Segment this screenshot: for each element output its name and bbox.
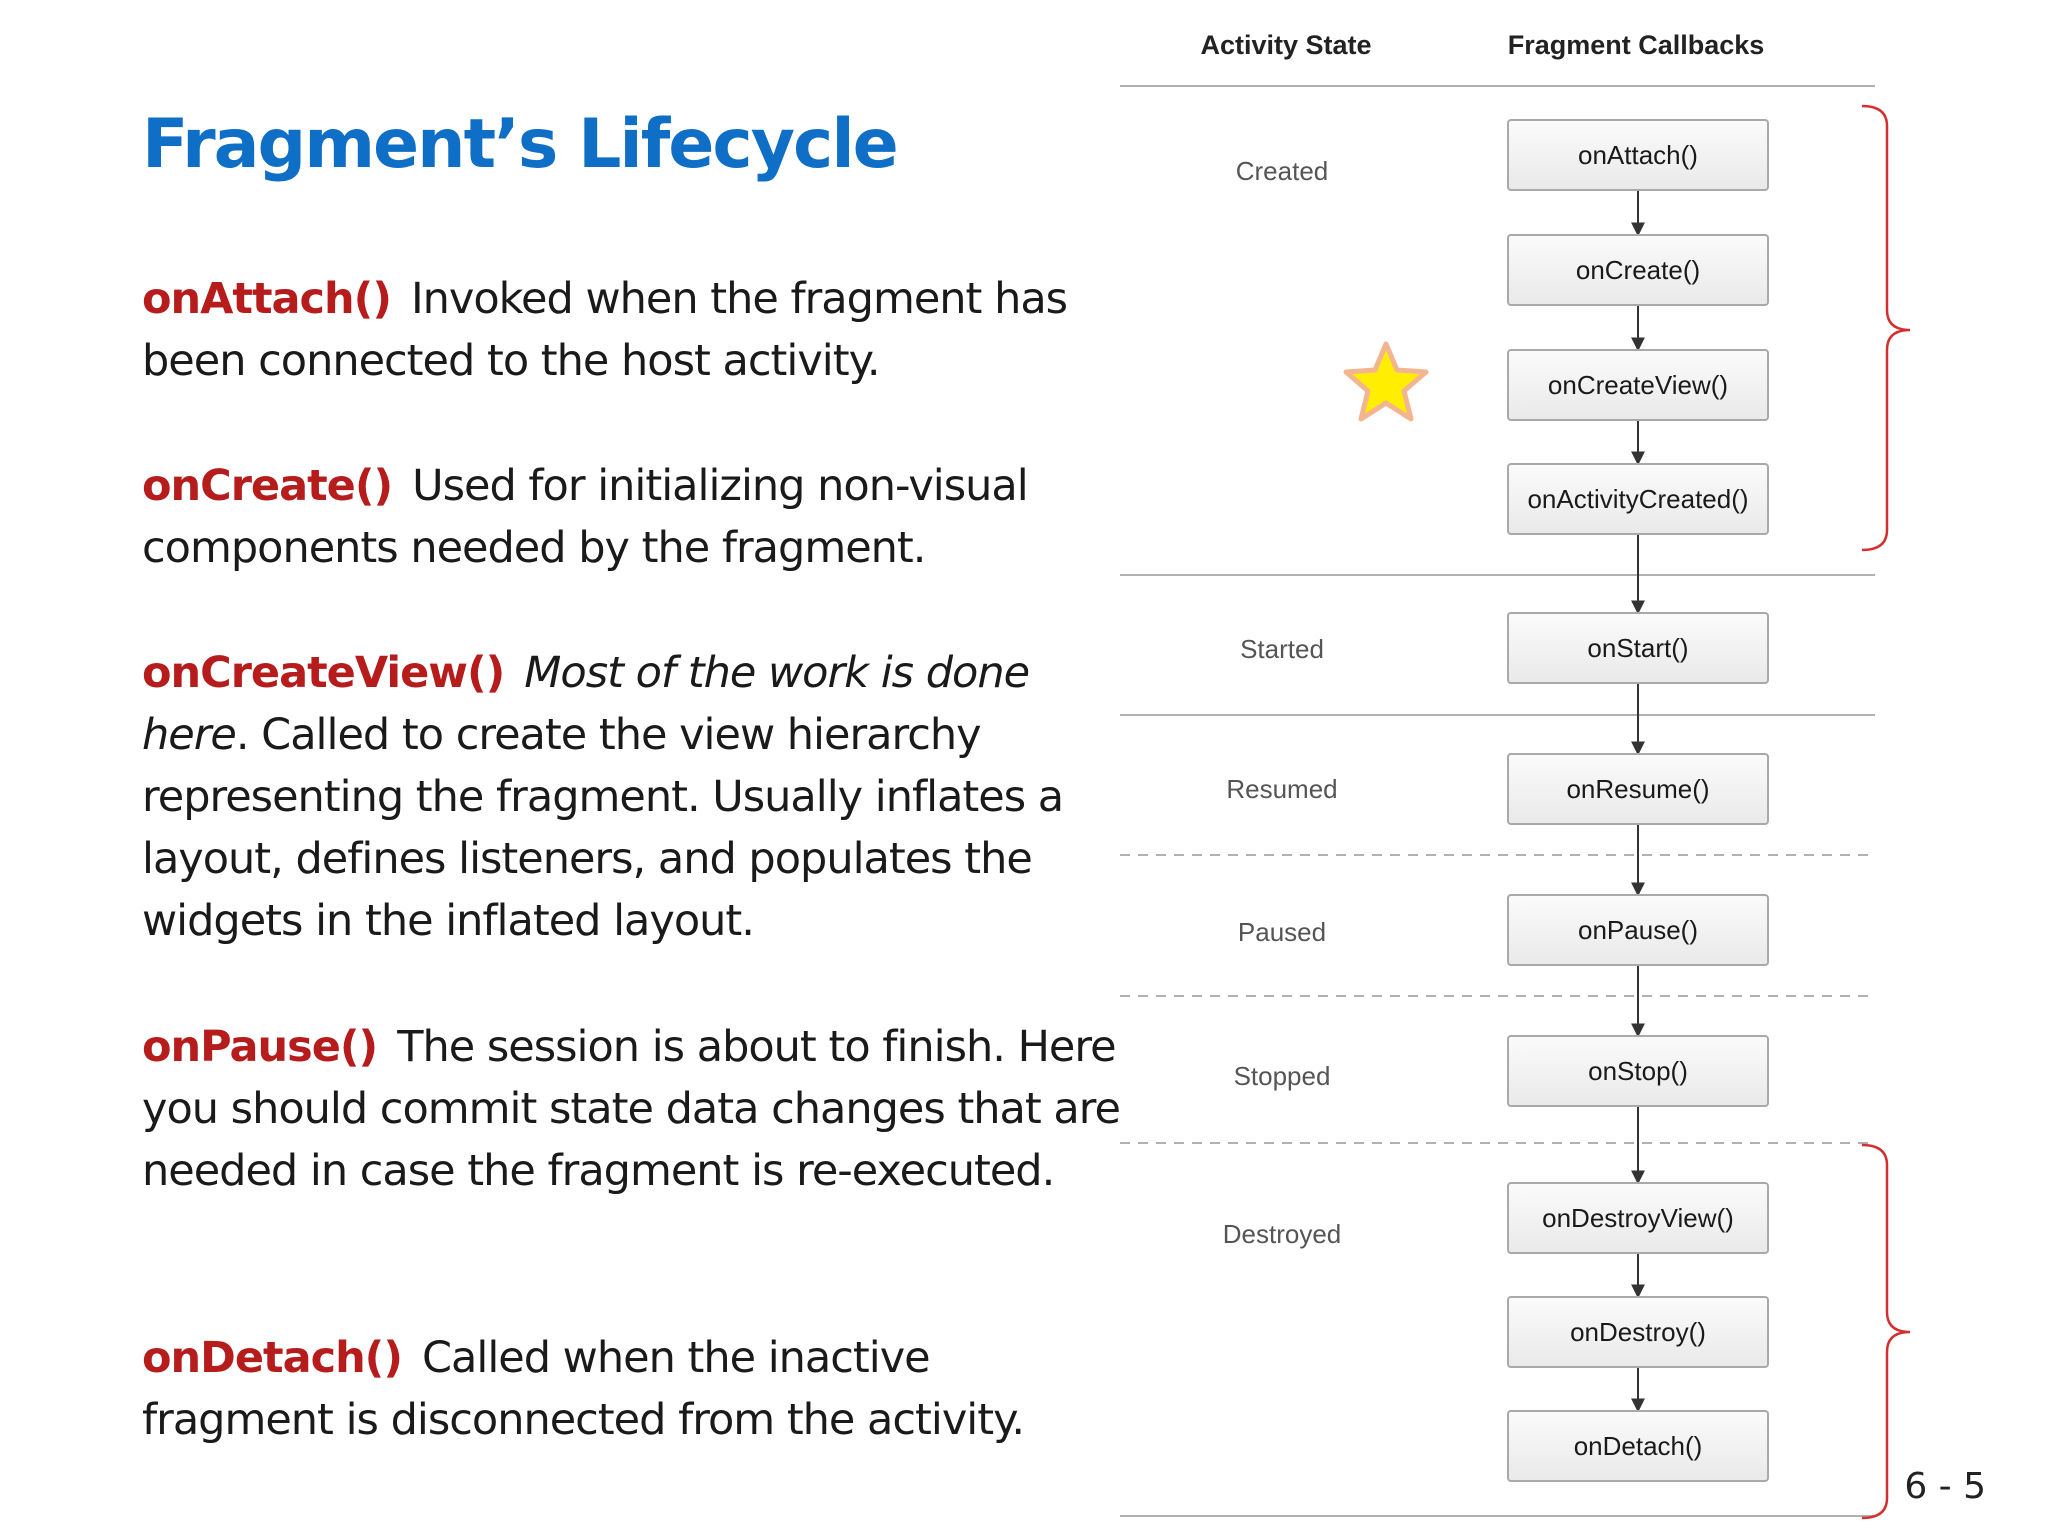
bracket-created-icon <box>1862 106 1910 550</box>
text-onattach: Invoked when the fragment has been connected to the host activity. <box>142 274 1068 386</box>
callback-ondestroy: onDestroy() <box>1570 1317 1706 1347</box>
state-created: Created <box>1235 156 1329 186</box>
term-onattach: onAttach() <box>142 274 391 324</box>
text-onpause: The session is about to finish. Here you should commit state data changes that are needed in case the fragment is re-executed. <box>142 1022 1120 1196</box>
term-ondetach: onDetach() <box>142 1333 402 1383</box>
callback-onattach: onAttach() <box>1578 140 1698 170</box>
callback-onpause: onPause() <box>1578 915 1698 945</box>
callback-ondetach: onDetach() <box>1573 1431 1703 1461</box>
description-onpause <box>142 1016 1122 1202</box>
state-paused: Paused <box>1237 917 1327 947</box>
header-activity-state: Activity State <box>1200 30 1372 60</box>
term-oncreateview: onCreateView() <box>142 648 505 698</box>
description-ondetach <box>142 1327 1122 1451</box>
callback-oncreateview: onCreateView() <box>1547 370 1729 400</box>
state-destroyed: Destroyed <box>1222 1219 1342 1249</box>
slide-title: Fragment’s Lifecycle <box>142 105 897 184</box>
description-onattach <box>142 268 1122 392</box>
description-oncreate <box>142 455 1122 579</box>
state-resumed: Resumed <box>1226 774 1338 804</box>
star-icon <box>1346 344 1426 419</box>
state-started: Started <box>1240 634 1324 664</box>
callback-onactivitycreated: onActivityCreated() <box>1527 484 1749 514</box>
emphasis-oncreateview: Most of the work is done here <box>142 648 1030 760</box>
bracket-destroyed-icon <box>1862 1145 1910 1518</box>
description-oncreateview <box>142 642 1122 952</box>
page-number: 6 - 5 <box>1904 1466 1986 1507</box>
callback-ondestroyview: onDestroyView() <box>1542 1203 1734 1233</box>
callback-onresume: onResume() <box>1566 774 1710 804</box>
term-onpause: onPause() <box>142 1022 378 1072</box>
text-oncreateview: . Called to create the view hierarchy representing the fragment. Usually inflates a layout, defines listeners, and populates the widgets in the inflated layout. <box>142 710 1064 946</box>
text-oncreate: Used for initializing non-visual components needed by the fragment. <box>142 461 1028 573</box>
text-ondetach: Called when the inactive fragment is disconnected from the activity. <box>142 1333 1025 1445</box>
callback-onstart: onStart() <box>1587 633 1689 663</box>
state-stopped: Stopped <box>1233 1061 1331 1091</box>
callback-onstop: onStop() <box>1588 1056 1688 1086</box>
term-oncreate: onCreate() <box>142 461 393 511</box>
lifecycle-diagram <box>1120 0 2020 1536</box>
callback-oncreate: onCreate() <box>1575 255 1701 285</box>
header-fragment-callbacks: Fragment Callbacks <box>1507 30 1765 60</box>
